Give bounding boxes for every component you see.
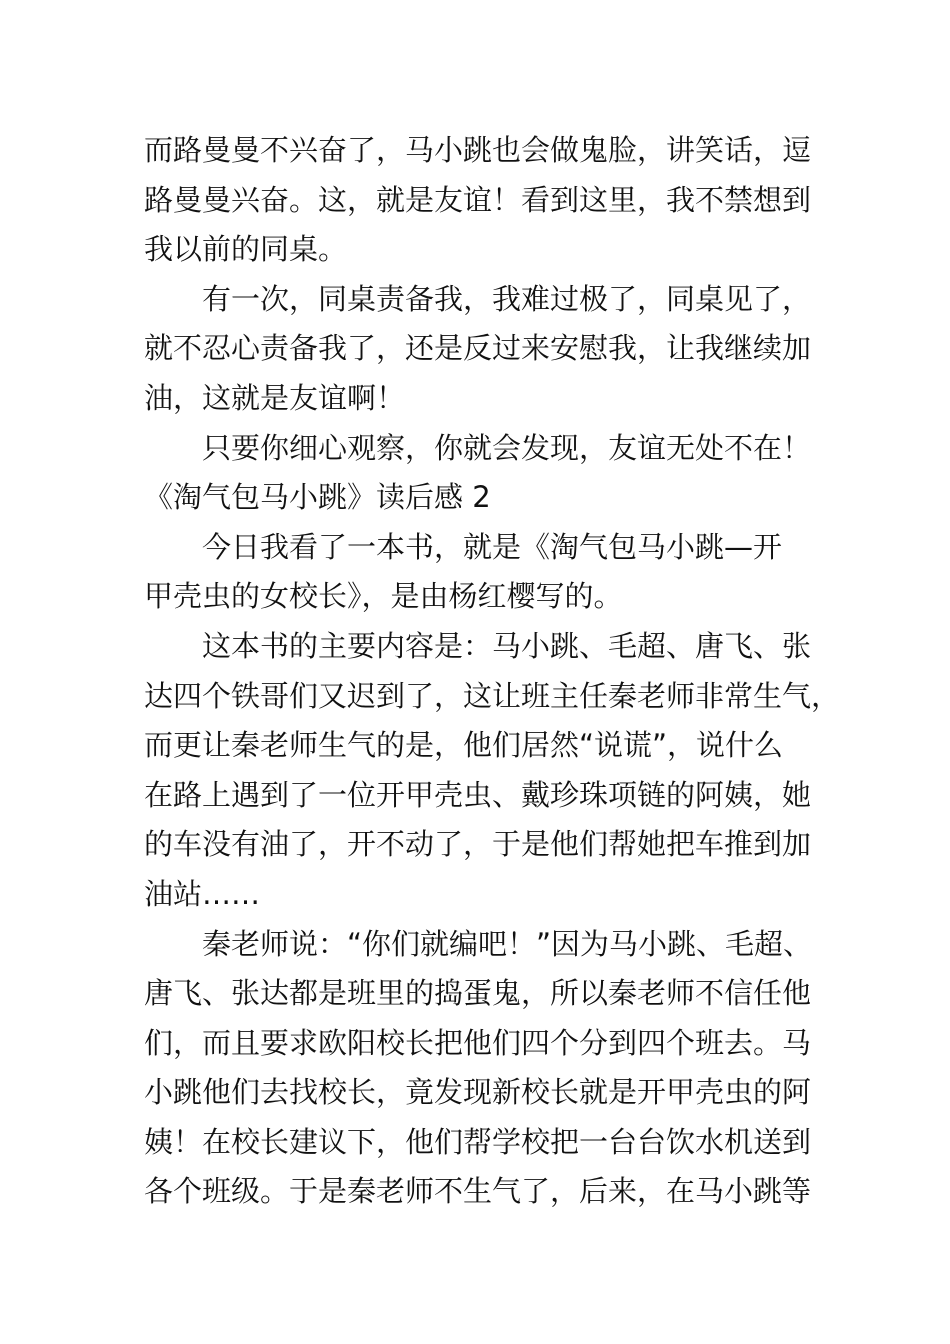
text-line: 们，而且要求欧阳校长把他们四个分到四个班去。马	[144, 1025, 812, 1060]
text-line: 路曼曼兴奋。这，就是友谊！看到这里，我不禁想到	[144, 182, 812, 217]
text-line: 我以前的同桌。	[144, 232, 348, 267]
document-body	[144, 126, 841, 1217]
text-line: 小跳他们去找校长，竟发现新校长就是开甲壳虫的阿	[144, 1075, 812, 1110]
text-line: 而更让秦老师生气的是，他们居然“说谎”，说什么	[144, 728, 784, 763]
text-line: 而路曼曼不兴奋了，马小跳也会做鬼脸，讲笑话，逗	[144, 133, 812, 167]
text-line: 在路上遇到了一位开甲壳虫、戴珍珠项链的阿姨，她	[144, 777, 812, 812]
paragraph-start-line: 这本书的主要内容是：马小跳、毛超、唐飞、张	[202, 628, 812, 663]
paragraph-start-line: 今日我看了一本书，就是《淘气包马小跳—开	[202, 529, 783, 564]
text-line: 油站……	[144, 876, 261, 911]
text-line: 的车没有油了，开不动了，于是他们帮她把车推到加	[144, 827, 812, 862]
text-line: 姨！在校长建议下，他们帮学校把一台台饮水机送到	[144, 1124, 812, 1159]
text-line: 各个班级。于是秦老师不生气了，后来，在马小跳等	[144, 1174, 812, 1209]
text-line: 达四个铁哥们又迟到了，这让班主任秦老师非常生气，	[144, 678, 841, 713]
section-heading: 《淘气包马小跳》读后感 2	[144, 480, 491, 515]
paragraph-start-line: 只要你细心观察，你就会发现，友谊无处不在！	[202, 430, 812, 465]
text-line: 油，这就是友谊啊！	[144, 380, 406, 415]
paragraph-start-line: 秦老师说：“你们就编吧！”因为马小跳、毛超、	[202, 926, 813, 961]
text-line: 甲壳虫的女校长》，是由杨红樱写的。	[144, 579, 623, 614]
text-line: 就不忍心责备我了，还是反过来安慰我，让我继续加	[144, 331, 812, 366]
text-line: 唐飞、张达都是班里的捣蛋鬼，所以秦老师不信任他	[144, 976, 812, 1011]
paragraph-start-line: 有一次，同桌责备我，我难过极了，同桌见了，	[202, 281, 812, 316]
